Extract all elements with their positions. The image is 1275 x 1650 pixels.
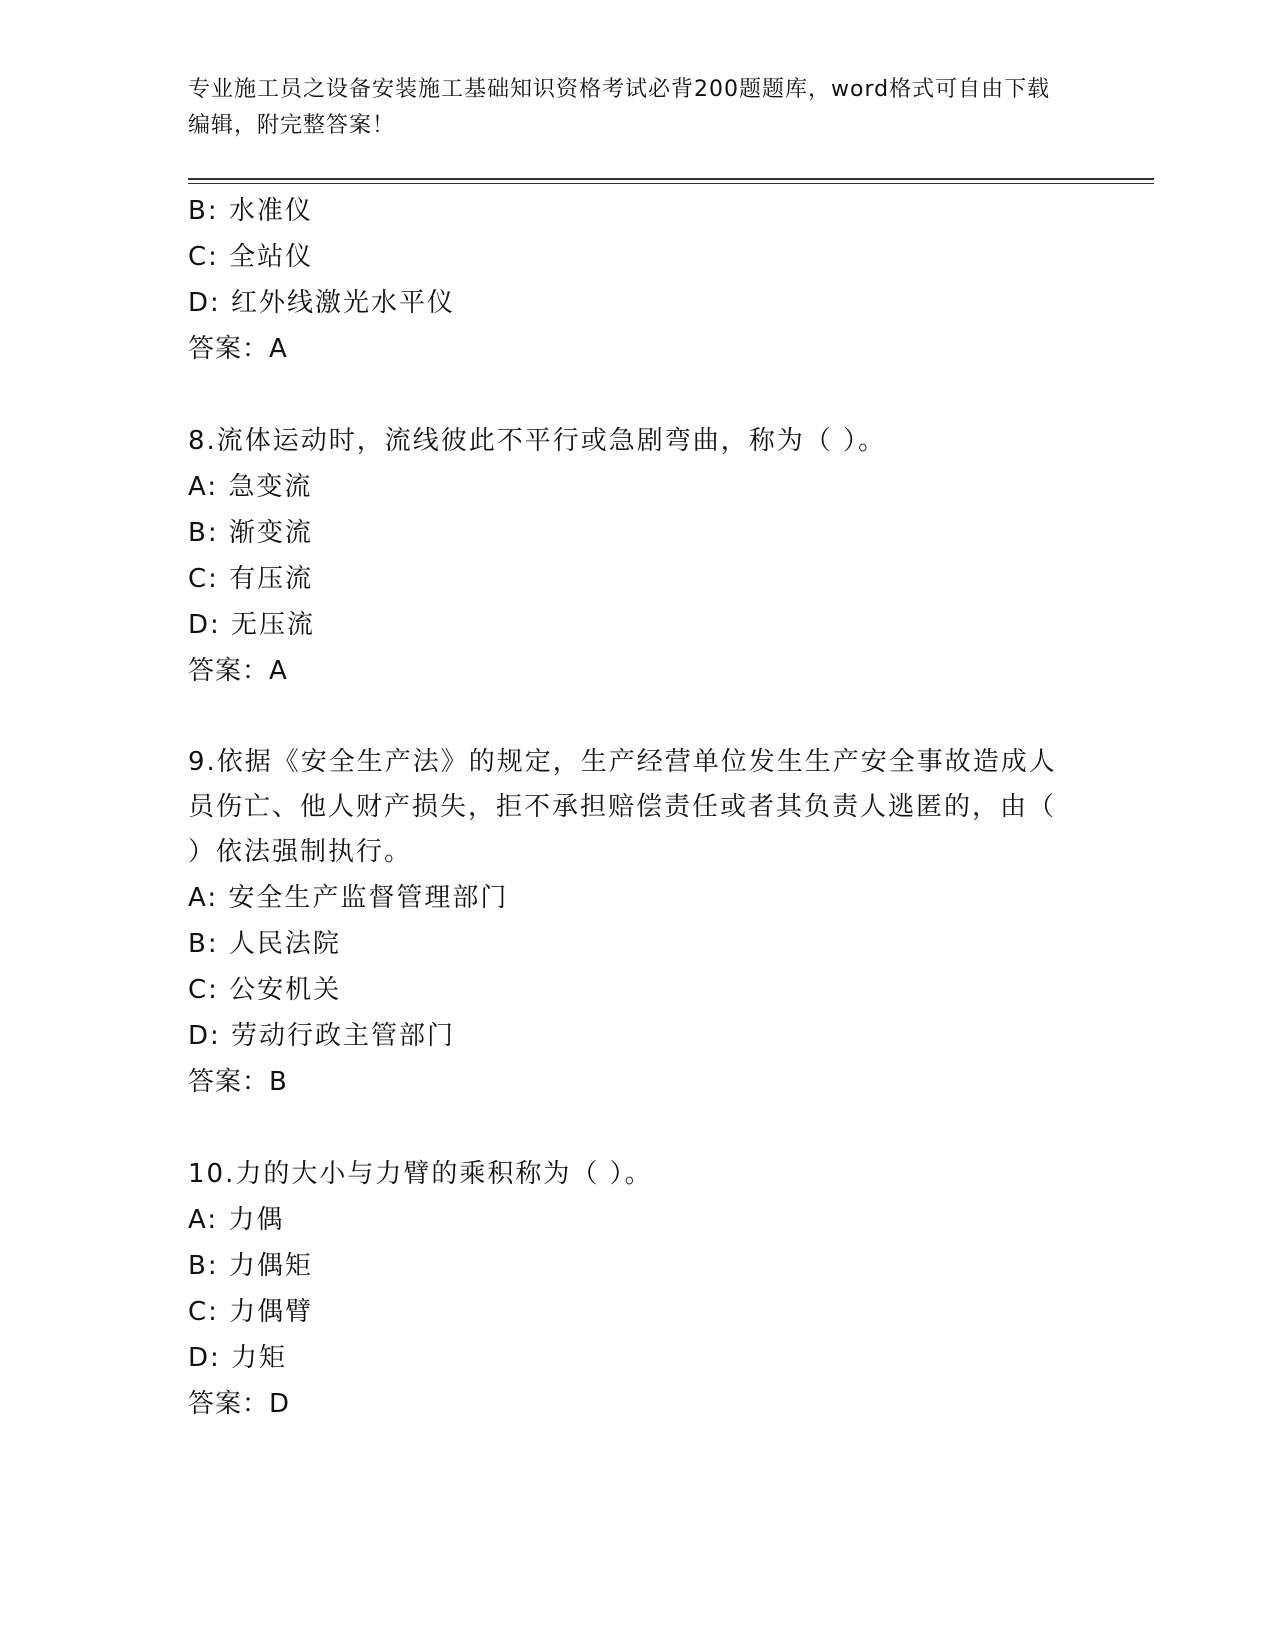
question-stem: 10.力的大小与力臂的乘积称为（ ）。 (188, 1159, 653, 1189)
option-c: C: 公安机关 (188, 975, 342, 1005)
option-a: A: 安全生产监督管理部门 (188, 883, 509, 913)
answer-line: 答案：D (188, 1389, 291, 1419)
option-d: D: 劳动行政主管部门 (188, 1021, 456, 1051)
spacer (188, 1105, 1088, 1151)
option-c: C: 全站仪 (188, 242, 314, 272)
answer-line: 答案：B (188, 1067, 288, 1097)
option-b: B: 水准仪 (188, 196, 313, 226)
spacer (188, 694, 1088, 740)
header-divider-thin (188, 183, 1154, 184)
option-c: C: 有压流 (188, 564, 314, 594)
question-10 (188, 1151, 1088, 1427)
question-list (188, 188, 1088, 1427)
spacer (188, 372, 1088, 418)
answer-line: 答案：A (188, 334, 288, 364)
question-stem: 8.流体运动时，流线彼此不平行或急剧弯曲，称为（ ）。 (188, 426, 887, 456)
option-a: A: 力偶 (188, 1205, 285, 1235)
option-d: D: 红外线激光水平仪 (188, 288, 456, 318)
option-b: B: 渐变流 (188, 518, 313, 548)
option-b: B: 力偶矩 (188, 1251, 313, 1281)
option-b: B: 人民法院 (188, 929, 341, 959)
option-a: A: 急变流 (188, 472, 313, 502)
header-divider-thick (188, 178, 1154, 180)
question-7 (188, 188, 1088, 372)
question-stem: 9.依据《安全生产法》的规定，生产经营单位发生生产安全事故造成人员伤亡、他人财产损失，拒不承担赔偿责任或者其负责人逃匿的，由（ ）依法强制执行。 (188, 747, 1057, 867)
answer-line: 答案：A (188, 656, 288, 686)
option-d: D: 力矩 (188, 1343, 288, 1373)
question-8 (188, 418, 1088, 694)
question-9 (188, 740, 1088, 1105)
page-header: 专业施工员之设备安装施工基础知识资格考试必背200题题库，word格式可自由下载编辑，附完整答案！ (188, 77, 1051, 138)
option-d: D: 无压流 (188, 610, 316, 640)
option-c: C: 力偶臂 (188, 1297, 314, 1327)
